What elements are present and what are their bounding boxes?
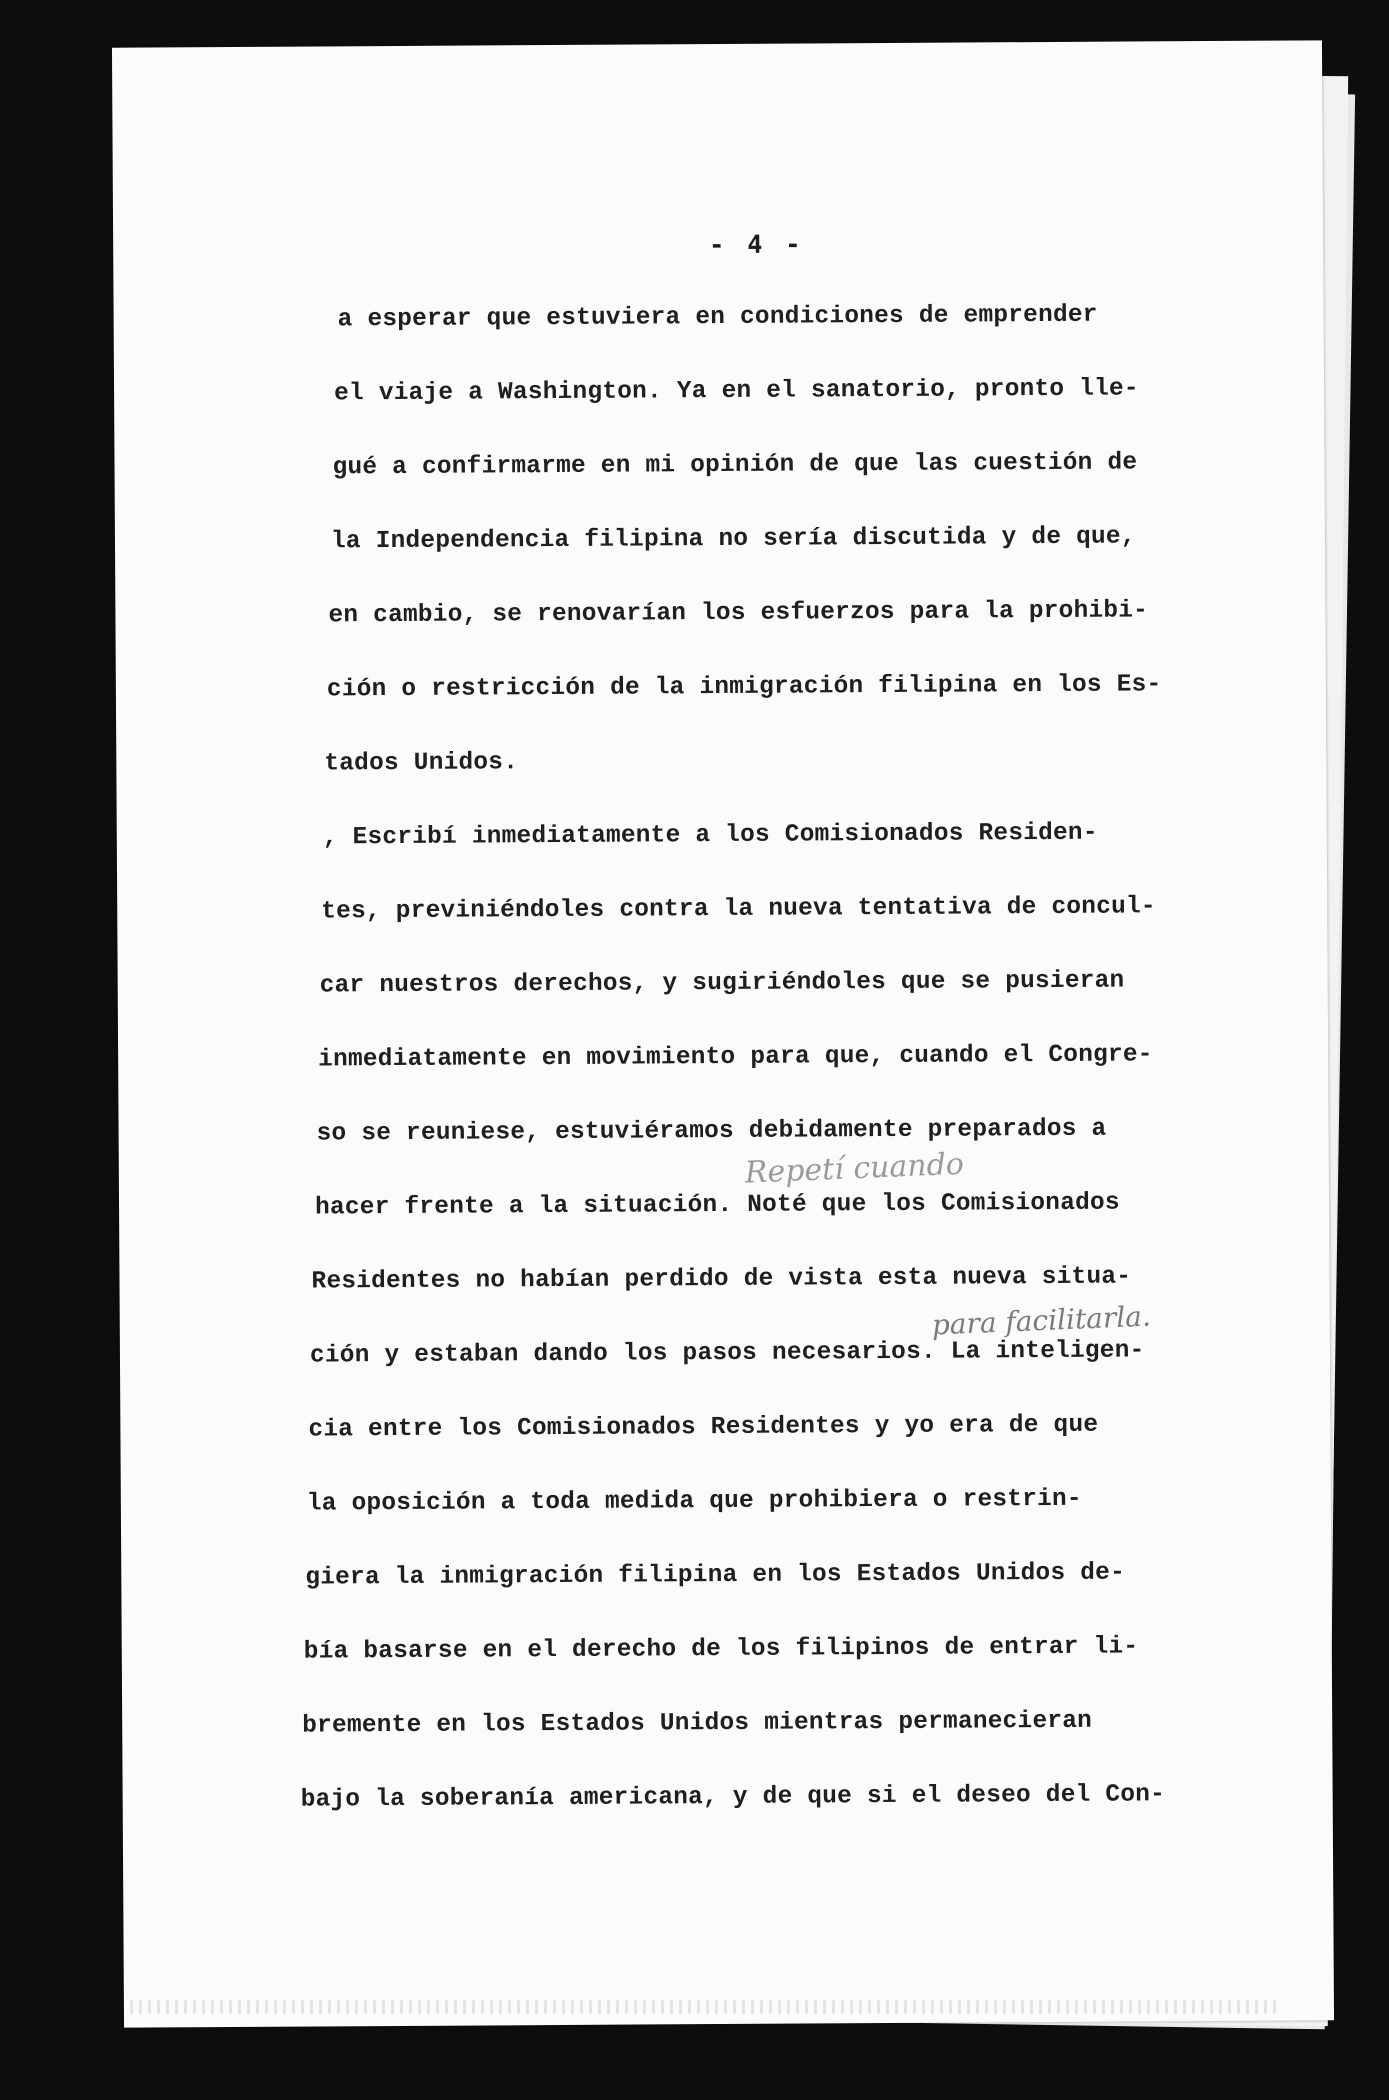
text-line: inmediatamente en movimiento para que, cuando el Congre- bbox=[318, 1041, 1153, 1074]
handwritten-annotation: Repetí cuando bbox=[744, 1146, 965, 1191]
text-line: ción o restricción de la inmigración filipina en los Es- bbox=[326, 671, 1162, 704]
text-line: car nuestros derechos, y sugiriéndoles que se pusieran bbox=[319, 967, 1125, 1000]
text-line: bía basarse en el derecho de los filipinos de entrar li- bbox=[303, 1633, 1139, 1666]
text-line: tes, previniéndoles contra la nueva tentativa de concul- bbox=[321, 893, 1156, 926]
text-line: hacer frente a la situación. Noté que los Comisionados bbox=[314, 1189, 1120, 1222]
page-number: - 4 - bbox=[709, 229, 805, 260]
text-line: gué a confirmarme en mi opinión de que las cuestión de bbox=[332, 449, 1138, 482]
typewritten-page bbox=[112, 40, 1334, 2027]
text-line: bremente en los Estados Unidos mientras permanecieran bbox=[302, 1707, 1093, 1740]
text-line: , Escribí inmediatamente a los Comisionados Residen- bbox=[322, 819, 1098, 852]
text-line: Residentes no habían perdido de vista esta nueva situa- bbox=[311, 1263, 1132, 1296]
scan-edge-noise bbox=[130, 2000, 1280, 2014]
text-line: ción y estaban dando los pasos necesarios. La inteligen- bbox=[309, 1337, 1145, 1370]
handwritten-annotation: para facilitarla. bbox=[931, 1299, 1152, 1342]
text-line: en cambio, se renovarían los esfuerzos para la prohibi- bbox=[328, 597, 1149, 630]
text-line: la oposición a toda medida que prohibiera o restrin- bbox=[306, 1485, 1082, 1518]
text-line: so se reuniese, estuviéramos debidamente preparados a bbox=[316, 1115, 1107, 1148]
text-line: la Independencia filipina no sería discutida y de que, bbox=[330, 523, 1136, 556]
text-line: giera la inmigración filipina en los Estados Unidos de- bbox=[305, 1559, 1126, 1592]
text-line: cia entre los Comisionados Residentes y yo era de que bbox=[308, 1411, 1099, 1444]
text-line: tados Unidos. bbox=[324, 749, 519, 778]
text-line: bajo la soberanía americana, y de que si el deseo del Con- bbox=[300, 1781, 1166, 1814]
text-line: a esperar que estuviera en condiciones de emprender bbox=[337, 301, 1098, 334]
text-line: el viaje a Washington. Ya en el sanatorio, pronto lle- bbox=[333, 375, 1139, 408]
